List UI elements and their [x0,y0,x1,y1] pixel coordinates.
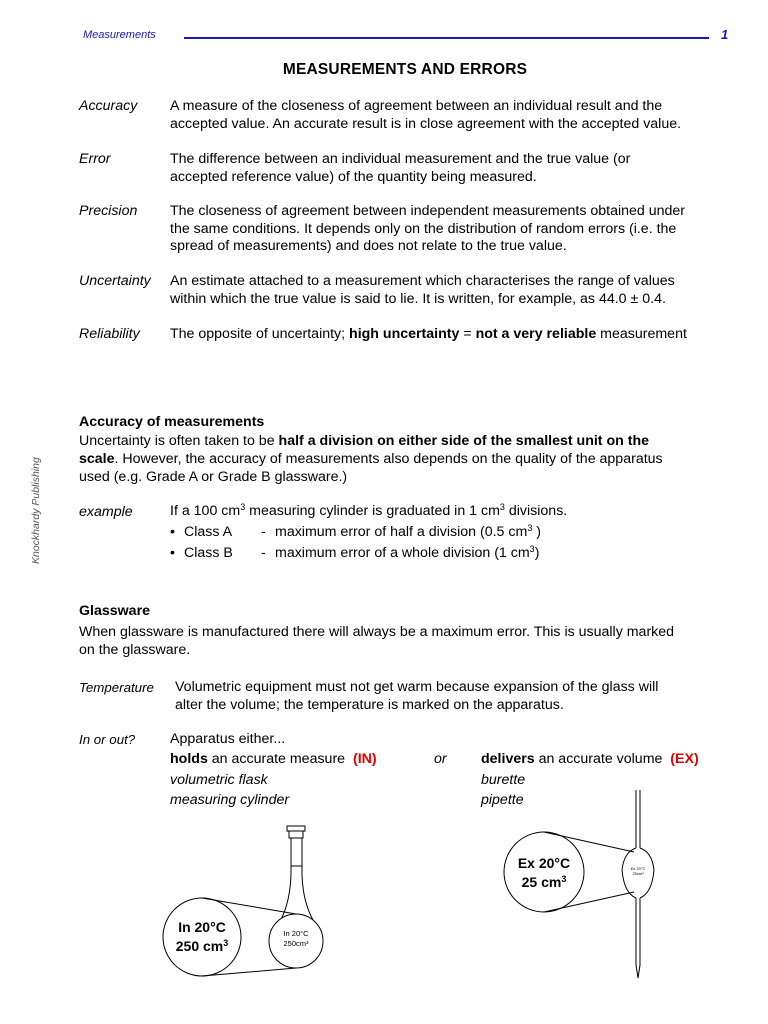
text: an accurate measure [207,751,346,767]
flask-temp: In 20°C [178,919,226,935]
text: 250cm³ [283,939,309,948]
pipette-temp: Ex 20°C [517,855,571,871]
term-uncertainty: Uncertainty [79,273,151,289]
superscript: 3 [240,502,246,512]
page-title: MEASUREMENTS AND ERRORS [282,61,528,78]
pipette-volume: 25 cm [521,874,562,890]
text: In 20°C [283,929,309,938]
superscript: 3 [529,544,535,554]
flask-in-label [163,918,241,956]
term-example: example [79,504,133,520]
text: an accurate volume [534,751,663,767]
term-in-or-out: In or out? [79,732,136,747]
dash: - [261,545,266,561]
in-item-measuring-cylinder: measuring cylinder [170,792,290,808]
definition-line: within which the true value is said to lie. It is written, for example, as 44.0 ± 0.4. [170,290,666,307]
text: used (e.g. Grade A or Grade B glassware.) [79,469,348,485]
bullet-icon: • [170,545,175,561]
text: Volumetric equipment must not get warm because expansion of the glass will [175,679,659,695]
term-error: Error [79,151,111,167]
text-bold: scale [79,451,115,467]
definition-line: accepted value. An accurate result is in close agreement with the accepted value. [170,115,682,132]
text: measurement [596,326,687,342]
text-bold: high uncertainty [349,326,460,342]
definition-line: accepted reference value) of the quantity being measured. [170,168,537,185]
text: . However, the accuracy of measurements also depends on the quality of the apparatus [114,451,663,467]
text-bold: not a very reliable [475,326,597,342]
term-reliability: Reliability [79,326,140,342]
ex-item-pipette: pipette [481,792,524,808]
text: The opposite of uncertainty; [170,326,350,342]
inout-intro: Apparatus either... [170,731,286,747]
definition-line: spread of measurements) and does not relate to the true value. [170,238,567,254]
text-bold: half a division on either side of the smallest unit on the [278,433,650,449]
page-number: 1 [721,27,729,42]
text-bold: holds [170,751,208,767]
definition-line: A measure of the closeness of agreement between an individual result and the [170,98,663,114]
superscript: 3 [527,523,533,533]
ex-tag: (EX) [670,751,699,767]
volumetric-flask-drawing [278,826,316,925]
dash: - [261,524,266,540]
text: 25cm³ [632,871,644,876]
class-description: maximum error of a whole division (1 cm [275,545,530,561]
pipette-ex-label [504,854,584,892]
superscript: 3 [561,874,567,884]
class-name: Class A [184,524,233,540]
ex-item-burette: burette [481,772,526,788]
superscript: 3 [499,502,505,512]
text: When glassware is manufactured there will always be a maximum error. This is usually marked [79,624,675,640]
definition-line: An estimate attached to a measurement which characterises the range of values [170,273,675,289]
text: divisions. [504,503,568,519]
bullet-icon: • [170,524,175,540]
superscript: 3 [223,938,229,948]
text: ) [534,545,540,561]
text: ) [532,524,541,540]
or-word: or [434,751,447,767]
publisher-name: Knockhardy Publishing [30,457,42,564]
term-precision: Precision [79,203,138,219]
text: Ex 20°C [630,866,646,871]
in-tag: (IN) [352,751,377,767]
definition-line: the same conditions. It depends only on the distribution of random errors (i.e. the [170,220,677,237]
heading-glassware: Glassware [79,603,150,619]
term-temperature: Temperature [79,680,154,695]
heading-accuracy-of-measurements: Accuracy of measurements [79,414,265,430]
flask-small-label [269,929,323,949]
pipette-drawing [622,790,654,978]
definition-line: The difference between an individual measurement and the true value (or [170,151,631,167]
text: Uncertainty is often taken to be [79,433,279,449]
text-bold: delivers [481,751,535,767]
class-description: maximum error of half a division (0.5 cm [275,524,528,540]
text: If a 100 cm [170,503,241,519]
definition-line: The closeness of agreement between independent measurements obtained under [170,203,686,219]
term-accuracy: Accuracy [79,98,138,114]
class-name: Class B [184,545,233,561]
header-section-label: Measurements [83,29,156,41]
in-item-volumetric-flask: volumetric flask [170,772,268,788]
text: on the glassware. [79,642,191,658]
flask-volume: 250 cm [175,938,224,954]
text: alter the volume; the temperature is marked on the apparatus. [175,696,564,713]
pipette-small-label [626,866,650,876]
text: measuring cylinder is graduated in 1 cm [245,503,500,519]
text: = [459,326,476,342]
